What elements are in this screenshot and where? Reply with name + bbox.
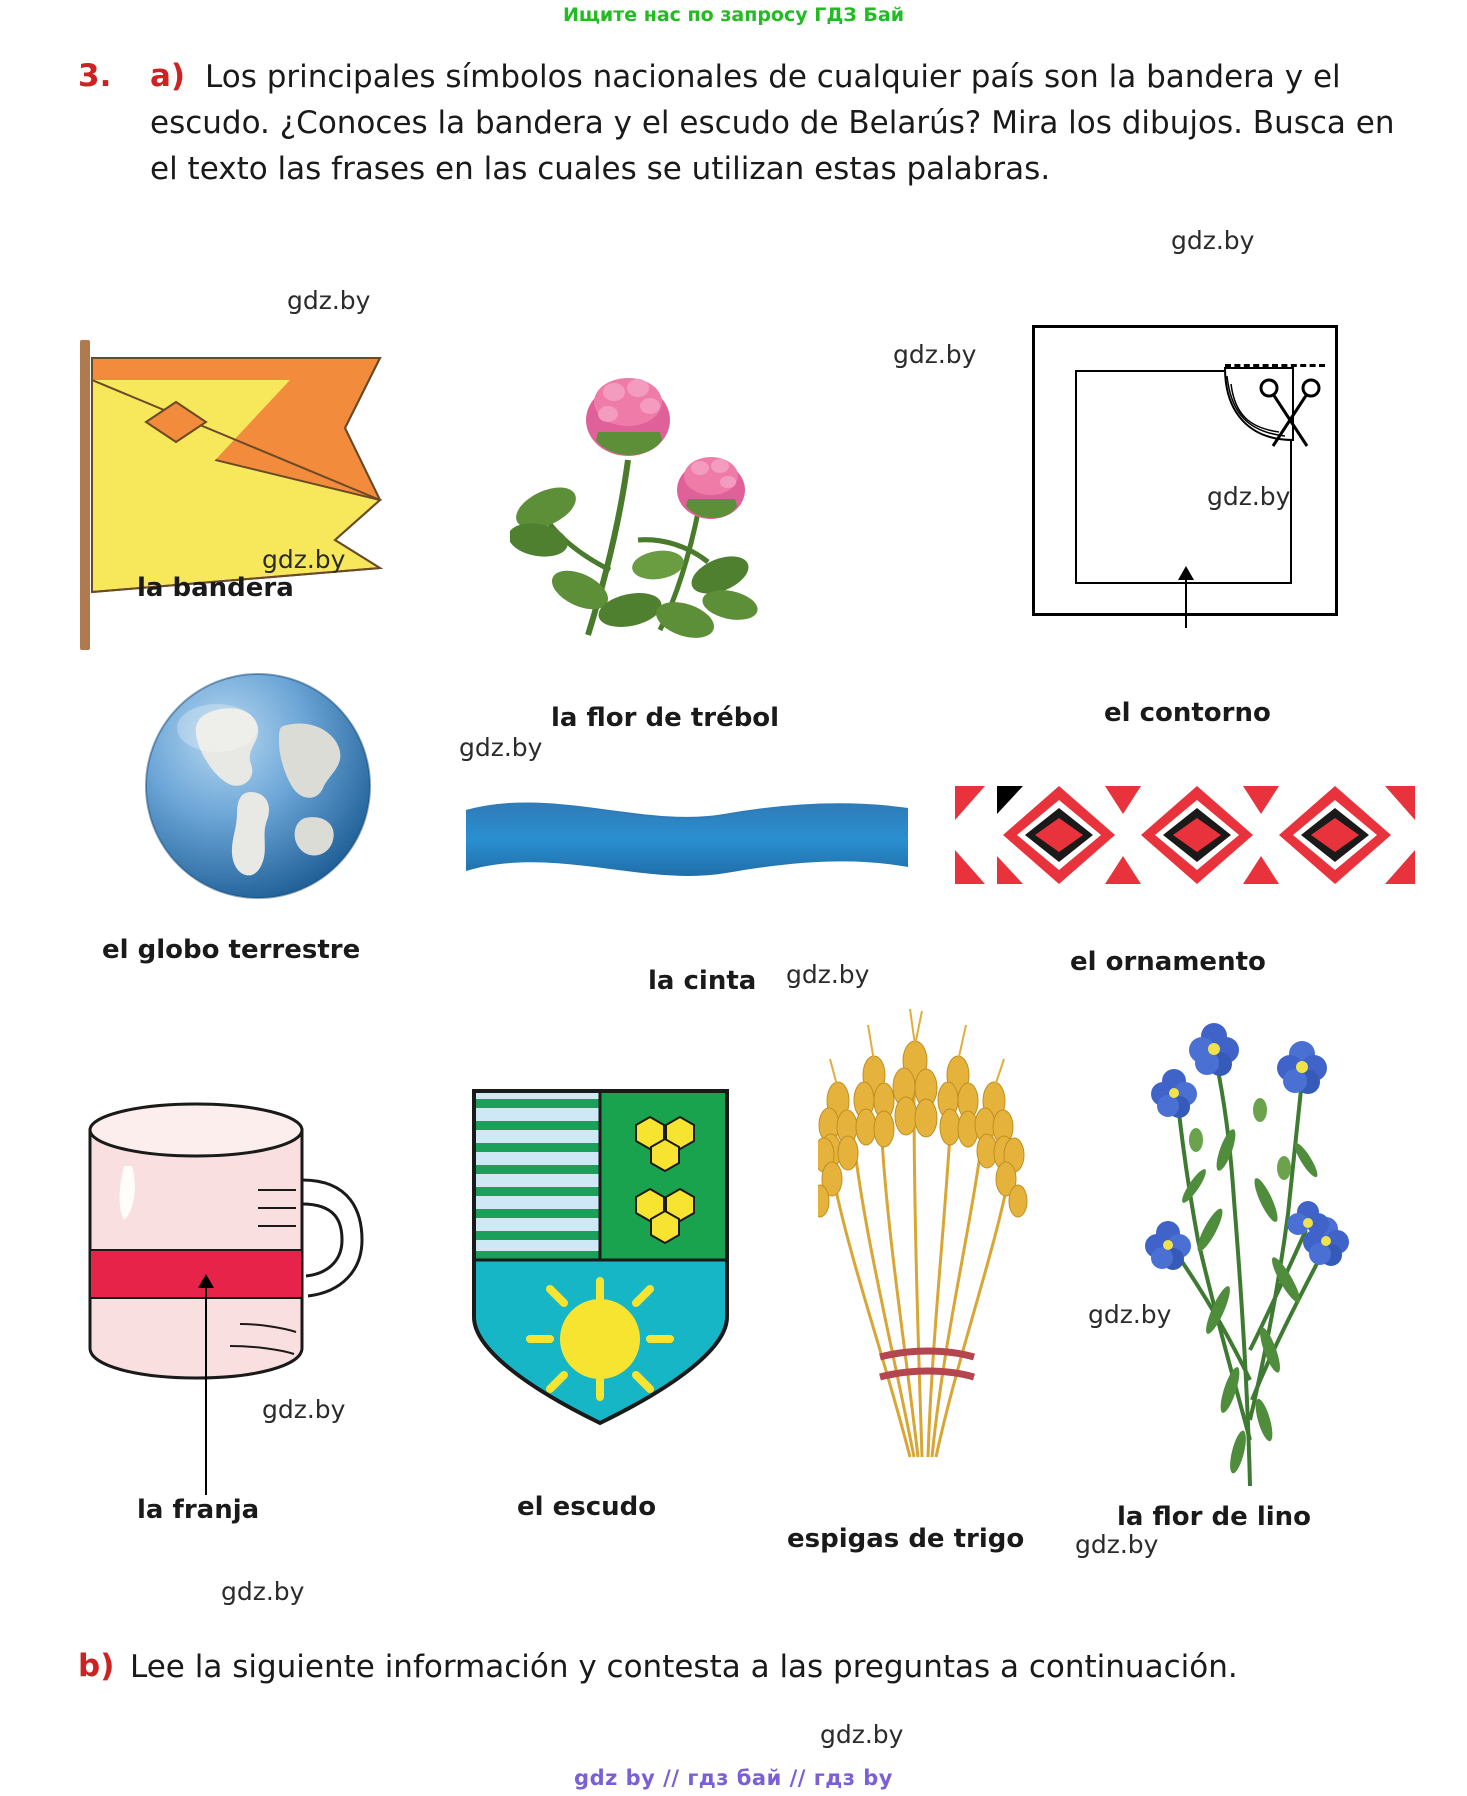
footer-item-1: gdz by <box>574 1766 656 1790</box>
wheat-illustration <box>818 1005 1038 1480</box>
exercise-number: 3. <box>78 58 112 94</box>
clover-illustration <box>510 340 795 640</box>
footer-separator-1: // <box>663 1766 680 1790</box>
caption-coat-of-arms: el escudo <box>517 1492 657 1522</box>
caption-flag: la bandera <box>137 573 294 603</box>
caption-clover: la flor de trébol <box>551 703 780 733</box>
watermark: gdz.by <box>221 1577 305 1606</box>
caption-stripe: la franja <box>137 1495 260 1525</box>
exercise-part-a-label: a) <box>150 58 186 94</box>
watermark: gdz.by <box>1171 226 1255 255</box>
ribbon-illustration <box>462 795 912 900</box>
watermark: gdz.by <box>262 1395 346 1424</box>
footer-links <box>0 1766 1467 1790</box>
caption-flax: la flor de lino <box>1117 1502 1312 1532</box>
contour-pointer-arrow <box>1185 568 1187 628</box>
globe-illustration <box>133 668 393 908</box>
caption-wheat: espigas de trigo <box>787 1524 1025 1554</box>
watermark: gdz.by <box>1088 1300 1172 1329</box>
caption-ribbon: la cinta <box>648 966 757 996</box>
watermark: gdz.by <box>1207 482 1291 511</box>
watermark: gdz.by <box>786 960 870 989</box>
contour-illustration <box>1032 325 1338 616</box>
flax-illustration <box>1138 1000 1368 1490</box>
footer-separator-2: // <box>789 1766 806 1790</box>
exercise-part-b-label: b) <box>78 1648 115 1684</box>
stripe-pointer-arrow <box>205 1275 207 1495</box>
watermark: gdz.by <box>820 1720 904 1749</box>
footer-item-3: гдз by <box>813 1766 893 1790</box>
exercise-part-a-text: Los principales símbolos nacionales de cualquier país son la bandera y el escudo. ¿Conoces la bandera y el escudo de Belarús? Mira los dibujos. Busca en el texto las frases en las cuales se utilizan estas palabras. <box>150 59 1395 187</box>
watermark: gdz.by <box>1075 1530 1159 1559</box>
watermark: gdz.by <box>262 545 346 574</box>
watermark: gdz.by <box>893 340 977 369</box>
watermark: gdz.by <box>459 733 543 762</box>
ornament-illustration <box>955 780 1415 890</box>
footer-item-2: гдз бай <box>687 1766 782 1790</box>
caption-ornament: el ornamento <box>1070 947 1266 977</box>
site-promo-banner: Ищите нас по запросу ГДЗ Бай <box>562 4 905 26</box>
coat-of-arms-illustration <box>468 1085 733 1430</box>
watermark: gdz.by <box>287 286 371 315</box>
caption-contour: el contorno <box>1104 698 1271 728</box>
exercise-part-b-text: Lee la siguiente información y contesta a las preguntas a continuación. <box>130 1649 1238 1685</box>
flag-illustration <box>80 340 410 650</box>
stripe-mug-illustration <box>80 1080 370 1400</box>
caption-globe: el globo terrestre <box>102 935 361 965</box>
